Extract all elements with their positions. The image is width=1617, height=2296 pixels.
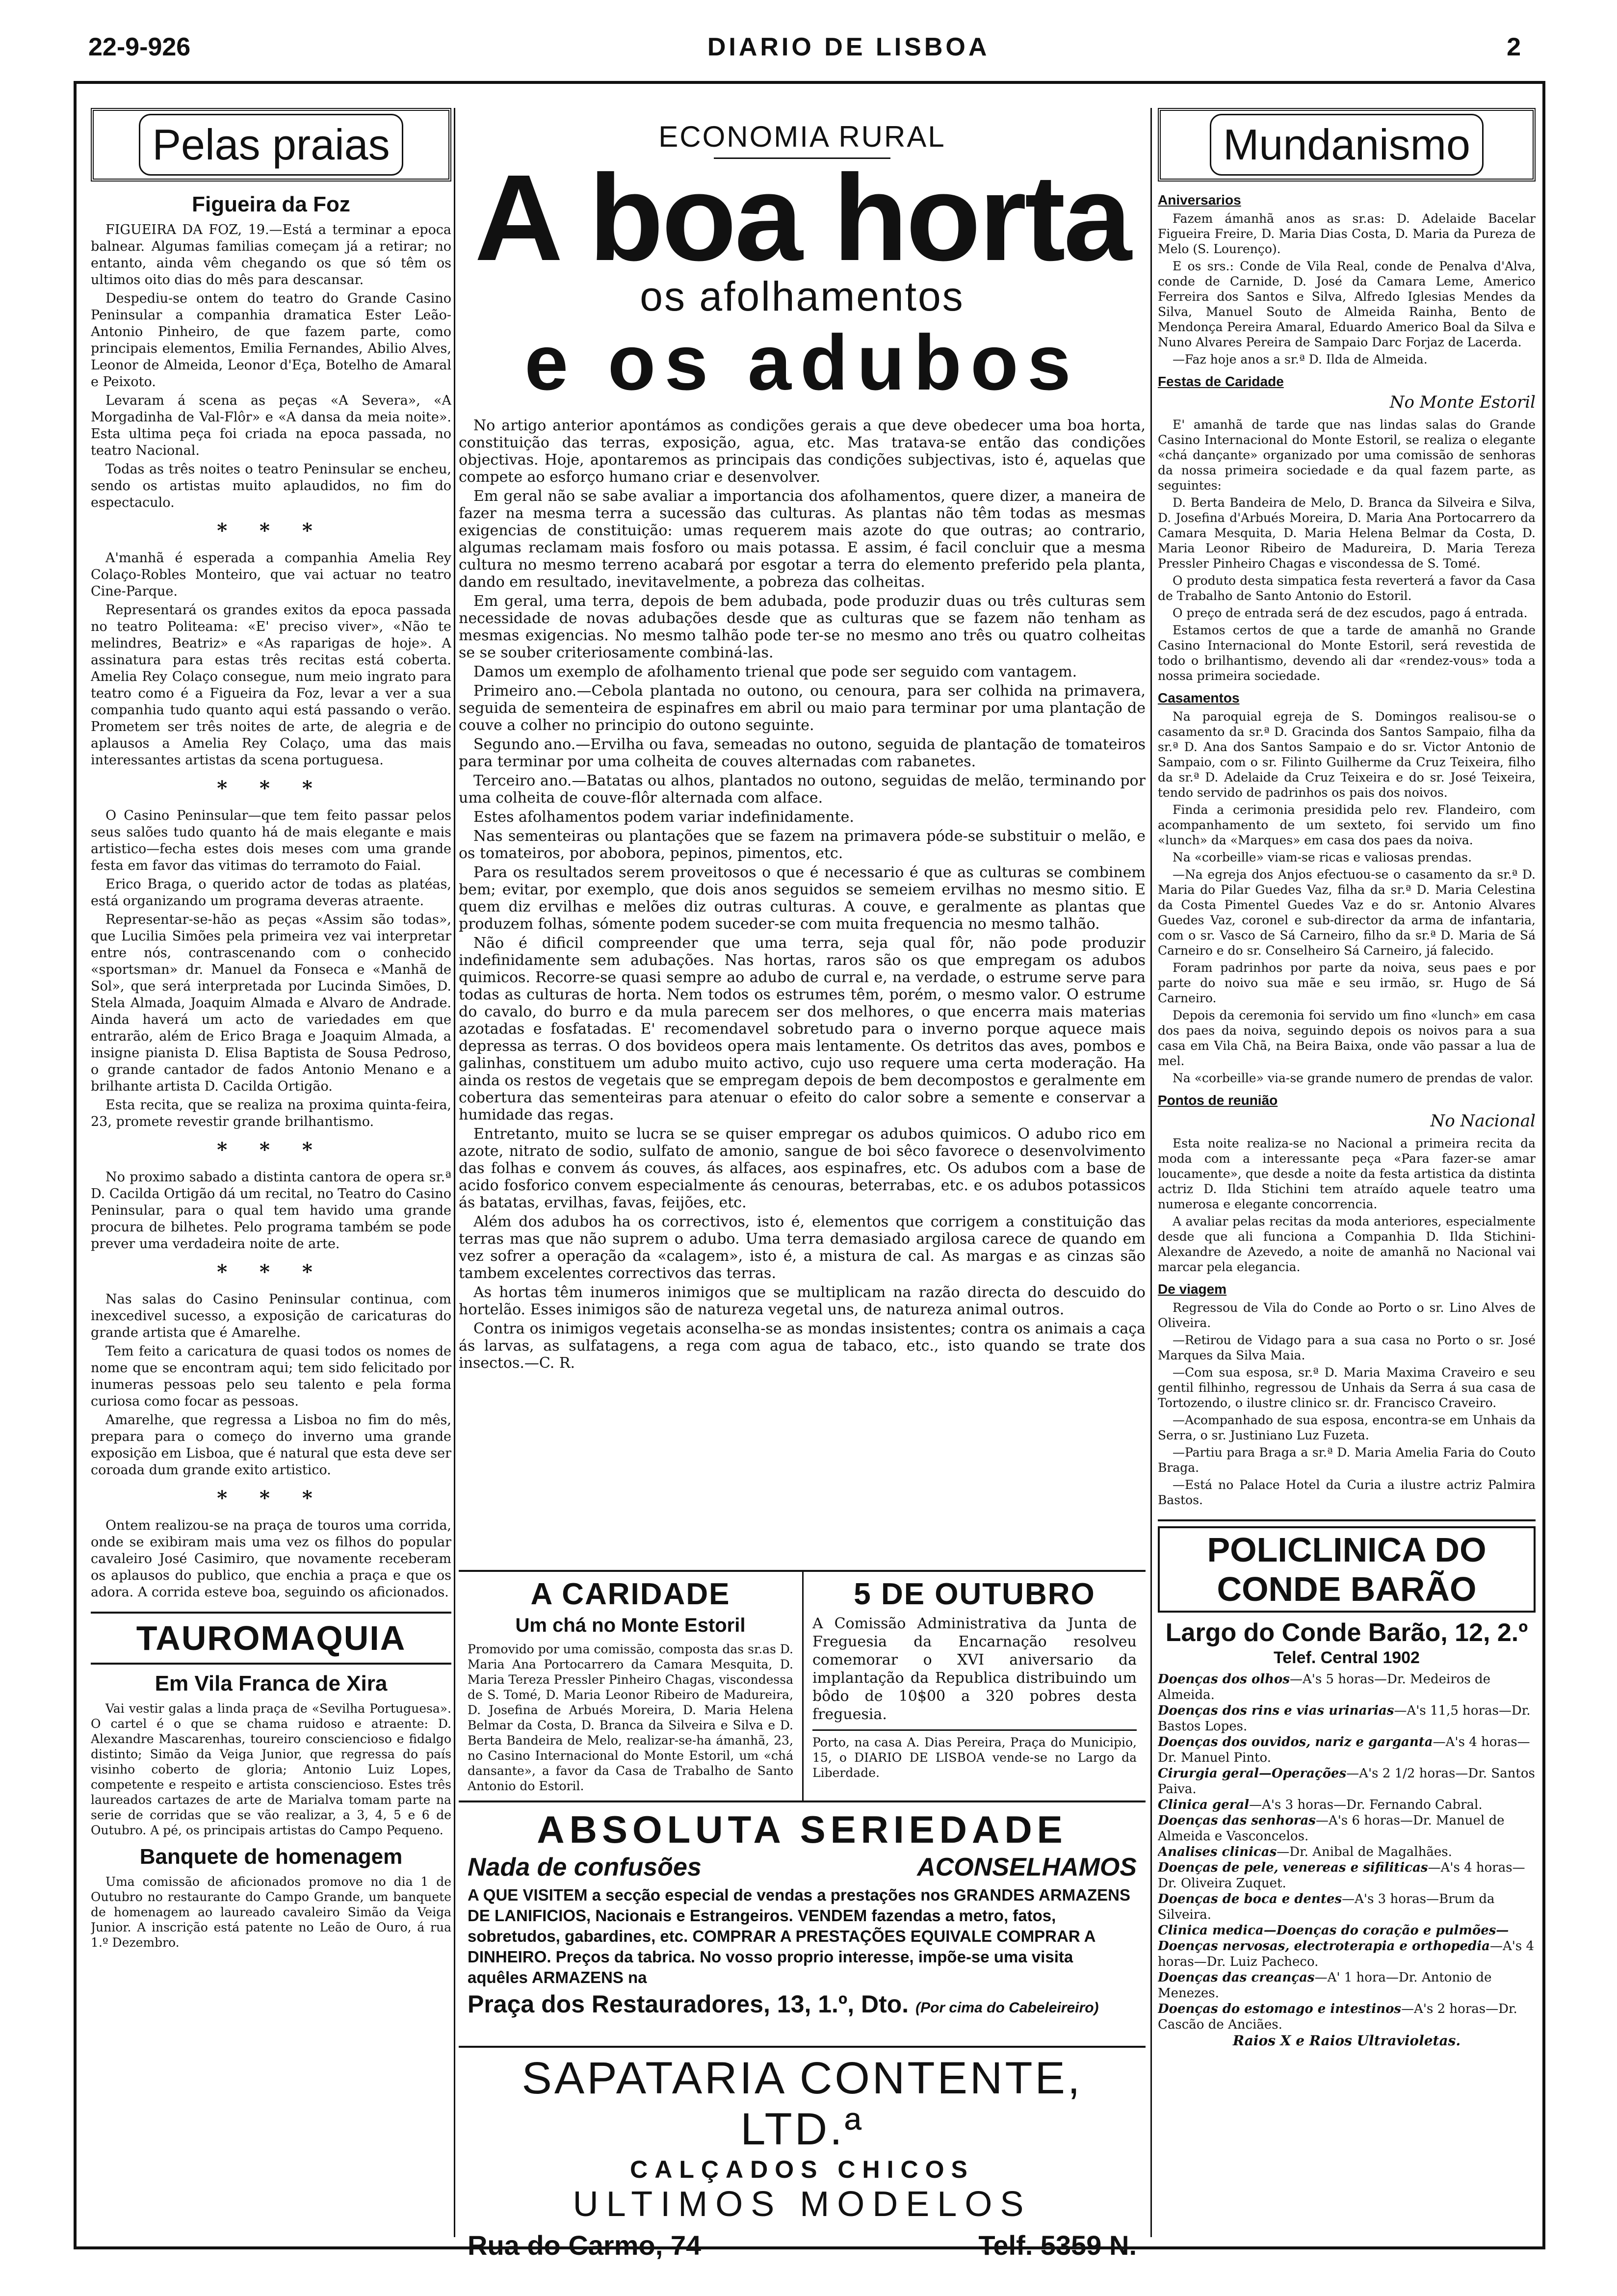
paragraph: Representar-se-hão as peças «Assim são todas», que Lucilia Simões pela primeira vez vai interpretar entre nós, contrascenando com o conhecido «sportsman» dr. Manuel da Fonseca e «Manhã de Sol», que será interpretada por Lucinda Simões, D. Stela Almada, Joaquim Almada e Alvaro de Andrade. Ainda haverá um acto de variedades em que entrarão, além de Erico Braga e Joaquim Almada, a insigne pianista D. Elisa Baptista de Sousa Pedroso, o grande cantador de fados Antonio Menano e a brilhante artista D. Cacilda Ortigão. xyxy=(91,912,451,1094)
paragraph: Amarelhe, que regressa a Lisboa no fim do mês, prepara para o começo do inverno uma grande exposição em Lisboa, que é natural que esta deve ser coroada dum grande exito artistico. xyxy=(91,1412,451,1478)
paragraph: Além dos adubos ha os correctivos, isto é, elementos que corrigem a constituição das terras mas que não suprem o adubo. Uma terra demasiado argilosa carece de quando em vez sofrer a operação da «calagem», isto é, a mistura de cal. As margas e as cinzas são tambem excelentes correctivos das terras. xyxy=(459,1213,1146,1282)
paragraph: Não é dificil compreender que uma terra, seja qual fôr, não pode produzir indefinidamente sem adubações. Nas hortas, raros são os que empregam os adubos quimicos. Recorre-se quasi sempre ao adubo de curral e, na verdade, o estrume serve para todas as culturas de horta. Nem todos os estrumes têm, porém, o mesmo valor. O estrume do cavalo, do burro e da mula parecem ser dos melhores, o que encerra mais materias azotadas e fosfatadas. E' recomendavel sobretudo para o inverno porque aquece mais depressa as terras. O dos bovideos opera mais lentamente. Os detritos das aves, pombos e galinhas, constituem um adubo muito activo, cujo uso requere uma certa moderação. Ha ainda os restos de vegetais que se empregam depois de bem decompostos e geralmente em cobertura das sementeiras para atenuar o efeito do calor sobre a semente e conservar a humidade das regas. xyxy=(459,935,1146,1123)
service-schedule: —A's 3 horas—Brum da Silveira. xyxy=(1158,1892,1495,1922)
service-name: Doenças das senhoras xyxy=(1158,1813,1316,1828)
paragraph: Tem feito a caricatura de quasi todos os nomes de nome que se encontram aqui; tem sido felicitado por inumeras pessoas pelo seu talento e pela forma curiosa como focar as pessoas. xyxy=(91,1344,451,1409)
service-name: Clinica medica—Doenças do coração e pulmões—Doenças nervosas, electroterapia e orthopedia xyxy=(1158,1923,1509,1954)
article-body xyxy=(459,417,1146,1372)
paragraph: Para os resultados serem proveitosos o que é necessario é que as culturas se combinem bem; evitar, por exemplo, que dois anos seguidos se semeiem ervilhas no mesmo sitio. E quem diz ervilhas e melões diz outras culturas. A couve, e geralmente as plantas que produzem folhas, sómente podem suceder-se com muita frequencia no mesmo talhão. xyxy=(459,864,1146,933)
service-schedule: —A's 3 horas—Dr. Fernando Cabral. xyxy=(1249,1798,1483,1812)
outubro-title: 5 DE OUTUBRO xyxy=(854,1577,1095,1611)
paragraph: Entretanto, muito se lucra se se quiser empregar os adubos quimicos. O adubo rico em azote, nitrato de sodio, sulfato de amonio, sangue de boi sêco favorece o desenvolvimento das folhas e convem ás couves, ás alfaces, aos espinafres, etc. Os adubos com a base de acido fosforico convem especialmente ás cenouras, beterrabas, etc. e os adubos potassicos ás batatas, ervilhas, favas, feijões, etc. xyxy=(459,1125,1146,1211)
subhead-banquete: Banquete de homenagem xyxy=(139,1845,403,1869)
service-schedule: —A's 4 horas—Dr. Oliveira Zuquet. xyxy=(1158,1860,1525,1891)
service-schedule: —A's 4 horas—Dr. Manuel Pinto. xyxy=(1158,1735,1530,1765)
column-mundanismo xyxy=(1158,108,1536,2237)
separator-stars: * * * xyxy=(217,1487,325,1510)
policlinica-service xyxy=(1158,1766,1536,1797)
service-name: Doenças de boca e dentes xyxy=(1158,1892,1342,1906)
paragraph: Finda a cerimonia presidida pelo rev. Flandeiro, com acompanhamento de um sexteto, foi servido um fino «lunch» da «Marques» em casa dos paes da noiva. xyxy=(1158,803,1536,847)
paragraph: Estamos certos de que a tarde de amanhã no Grande Casino Internacional do Monte Estoril, será revestida de todo o brilhantismo, devendo ali dar «rendez-vous» toda a nossa primeira sociedade. xyxy=(1158,623,1536,683)
paragraph: E' amanhã de tarde que nas lindas salas do Grande Casino Internacional do Monte Estoril, se realiza o elegante «chá dançante» organizado por uma comissão de senhoras da nossa primeira sociedade e da qual fazem parte, as seguintes: xyxy=(1158,417,1536,493)
paragraph: Representará os grandes exitos da epoca passada no teatro Politeama: «E' preciso viver», «Não te melindres, Beatriz» e «As raparigas de hoje». A assinatura para estas três recitas está coberta. Amelia Rey Colaço consegue, num meio ingrato para teatro como é a Figueira da Foz, levar a ver a sua companhia tudo quanto aqui está passando o verão. Prometem ser três noites de arte, de alegria e de aplausos a Amelia Rey Colaço, uma das mais interessantes artistas da scena portuguesa. xyxy=(91,602,451,768)
subhead-casamentos: Casamentos xyxy=(1158,690,1240,705)
service-schedule: —A's 2 1/2 horas—Dr. Santos Paiva. xyxy=(1158,1766,1535,1797)
cacilda-text xyxy=(91,1169,451,1252)
service-schedule: —A's 11,5 horas—Dr. Bastos Lopes. xyxy=(1158,1703,1531,1734)
policlinica-title: POLICLINICA DO CONDE BARÃO xyxy=(1158,1526,1536,1613)
policlinica-service xyxy=(1158,1970,1536,2001)
policlinica-services xyxy=(1158,1671,1536,2033)
sapataria-tagline-1: CALÇADOS CHICOS xyxy=(630,2156,974,2183)
sapataria-ad xyxy=(459,2048,1146,2261)
pontos-text xyxy=(1158,1136,1536,1275)
caricature-expo-text xyxy=(91,1291,451,1479)
paragraph: A avaliar pelas recitas da moda anteriores, especialmente desde que ali funciona a Companhia D. Ilda Stichini-Alexandre de Azevedo, a noite de amanhã no Nacional vai marcar pela elegancia. xyxy=(1158,1214,1536,1274)
casamentos-text xyxy=(1158,709,1536,1086)
paragraph: Em geral não se sabe avaliar a importancia dos afolhamentos, quere dizer, a maneira de fazer na mesma terra a sucessão das culturas. As plantas não têm todas as mesmas exigencias de constituição: umas requerem mais azote do que outras; ao contrario, algumas reclamam mais fosforo ou mais potassa. E assim, é facil concluir que a mesma cultura no mesmo terreno acabará por esgotar a terra do elemento preferido pela planta, dando em resultado, inevitavelmente, a pobreza das colheitas. xyxy=(459,488,1146,591)
separator-stars: * * * xyxy=(217,1260,325,1283)
tauromaquia-heading: TAUROMAQUIA xyxy=(91,1612,451,1665)
bullfight-text xyxy=(91,1517,451,1601)
paragraph: O preço de entrada será de dez escudos, pago á entrada. xyxy=(1173,606,1528,620)
paragraph: Regressou de Vila do Conde ao Porto o sr. Lino Alves de Oliveira. xyxy=(1158,1301,1536,1330)
section-header-pelas-praias: Pelas praias xyxy=(91,108,451,182)
paragraph: No proximo sabado a distinta cantora de opera sr.ª D. Cacilda Ortigão dá um recital, no Teatro do Casino Peninsular, para o qual tem havido uma grande procura de bilhetes. Pelo programa também se pode prever uma verdadeira noite de arte. xyxy=(91,1170,451,1252)
viagem-text xyxy=(1158,1300,1536,1508)
column-rule-right xyxy=(1150,108,1152,2237)
service-name: Doenças de pele, venereas e sifiliticas xyxy=(1158,1860,1428,1875)
paragraph: Esta noite realiza-se no Nacional a primeira recita da moda com a interessante peça «Para fazer-se amar loucamente», que desde a noite da festa artistica da distinta actriz D. Ilda Stichini tem atraído aquele teatro uma numerosa e elegante concorrencia. xyxy=(1158,1136,1536,1211)
paragraph: —Está no Palace Hotel da Curia a ilustre actriz Palmira Bastos. xyxy=(1158,1478,1536,1507)
subhead-pontos: Pontos de reunião xyxy=(1158,1093,1278,1108)
service-schedule: —A's 5 horas—Dr. Medeiros de Almeida. xyxy=(1158,1672,1491,1702)
service-name: Clinica geral xyxy=(1158,1798,1250,1812)
outubro-text: A Comissão Administrativa da Junta de Freguesia da Encarnação resolveu comemorar o XVI aniversario da implantação da Republica distribuindo um bôdo de 10$00 a 320 pobres desta freguesia. xyxy=(812,1615,1137,1723)
paragraph: Damos um exemplo de afolhamento trienal que pode ser seguido com vantagem. xyxy=(473,663,1077,680)
subhead-figueira: Figueira da Foz xyxy=(192,192,350,216)
paragraph: Estes afolhamentos podem variar indefinidamente. xyxy=(473,809,854,826)
service-name: Doenças dos ouvidos, nariz e garganta xyxy=(1158,1735,1433,1749)
service-name: Cirurgia geral—Operações xyxy=(1158,1766,1347,1781)
paragraph: Esta recita, que se realiza na proxima quinta-feira, 23, promete revestir grande brilhantismo. xyxy=(91,1097,451,1129)
subhead-viagem: De viagem xyxy=(1158,1281,1227,1297)
deck-line-2: e os adubos xyxy=(524,318,1080,406)
policlinica-service xyxy=(1158,1923,1536,1970)
separator-stars: * * * xyxy=(217,519,325,542)
paragraph: Erico Braga, o querido actor de todas as platéas, está organizando um programa deveras atraente. xyxy=(91,877,451,909)
paragraph: Contra os inimigos vegetais aconselha-se as mondas insistentes; contra os animais a caça ás larvas, as sulfatagens, a rega com agua de tabaco, etc., isto quando se trate dos insectos.—C. R. xyxy=(459,1320,1146,1372)
service-schedule: —A' 1 hora—Dr. Antonio de Menezes. xyxy=(1158,1970,1492,2001)
column-rule-left xyxy=(454,108,455,2237)
aniversarios-text xyxy=(1158,211,1536,367)
page-number: 2 xyxy=(1507,33,1521,61)
caridade-text: Promovido por uma comissão, composta das sr.as D. Maria Ana Portocarrero da Camara Mesquita, D. Maria Tereza Pressler Pinheiro Chagas, viscondessa de S. Tomé, D. Maria Leonor Ribeiro de Madureira, D. Josefina de Arbués Moreira, D. Maria Helena Belmar da Costa, D. Branca da Silveira e Silva e D. Berta Bandeira de Melo, realizar-se-ha ámanhã, 23, no Casino Internacional do Monte Estoril, um «chá dansante», a favor da Casa de Trabalho de Santo Antonio do Estoril. xyxy=(468,1642,793,1793)
paragraph: No artigo anterior apontámos as condições gerais a que deve obedecer uma boa horta, constituição das terras, exposição, agua, etc. Mas tratava-se então das condições objectivas. Hoje, apontaremos as principais das condições subjectivas, isto é, aquelas que compete ao esforço humano criar e desenvolver. xyxy=(459,417,1146,486)
paragraph: Nas sementeiras ou plantações que se fazem na primavera póde-se substituir o melão, e os tomateiros, por abobora, pepinos, pimentos, etc. xyxy=(459,828,1146,862)
section-header-mundanismo: Mundanismo xyxy=(1158,108,1536,182)
separator-stars: * * * xyxy=(217,777,325,800)
festas-text xyxy=(1158,417,1536,683)
paragraph: A'manhã é esperada a companhia Amelia Rey Colaço-Robles Monteiro, que vai actuar no teatro Cine-Parque. xyxy=(91,550,451,599)
paragraph: Fazem ámanhã anos as sr.as: D. Adelaide Bacelar Figueira Freire, D. Maria Dias Costa, D. Maria da Pureza de Melo (S. Lourenço). xyxy=(1158,211,1536,256)
sapataria-address: Rua do Carmo, 74 xyxy=(468,2230,702,2261)
policlinica-footer: Raios X e Raios Ultravioletas. xyxy=(1232,2033,1461,2049)
notice-row xyxy=(459,1572,1146,1802)
service-name: Doenças dos rins e vias urinarias xyxy=(1158,1703,1394,1718)
paragraph: Foram padrinhos por parte da noiva, seus paes e por parte do noivo sua mãe e seu irmão, sr. Hugo de Sá Carneiro. xyxy=(1158,961,1536,1005)
service-schedule: —A's 6 horas—Dr. Manuel de Almeida e Vasconcelos. xyxy=(1158,1813,1505,1844)
banquete-text xyxy=(91,1874,451,1950)
service-schedule: —Dr. Anibal de Magalhães. xyxy=(1277,1845,1452,1859)
policlinica-service xyxy=(1158,2001,1536,2033)
sapataria-footer xyxy=(468,2229,1137,2261)
advertisement-block xyxy=(459,1570,1146,2261)
service-name: Doenças das creanças xyxy=(1158,1970,1315,1985)
paragraph: —Com sua esposa, sr.ª D. Maria Maxima Craveiro e seu gentil filhinho, regressou de Unhais da Serra á sua casa de Tortozendo, o ilustre clinico sr. dr. Francisco Craveiro. xyxy=(1158,1365,1536,1410)
policlinica-service xyxy=(1158,1671,1536,1703)
policlinica-ad xyxy=(1158,1519,1536,2049)
paragraph: —Acompanhado de sua esposa, encontra-se em Unhais da Serra, o sr. Justiniano Luz Fuzeta. xyxy=(1158,1413,1536,1442)
service-name: Analises clinicas xyxy=(1158,1845,1277,1859)
outubro-notice xyxy=(802,1572,1146,1800)
policlinica-address: Largo do Conde Barão, 12, 2.º xyxy=(1165,1618,1528,1647)
paragraph: —Retirou de Vidago para a sua casa no Porto o sr. José Marques da Silva Maia. xyxy=(1158,1333,1536,1362)
column-economia-rural xyxy=(459,108,1146,1707)
paragraph: Vai vestir galas a linda praça de «Sevilha Portuguesa». O cartel é o que se chama ruidoso e atraente: D. Alexandre Mascarenhas, toureiro consciencioso e fidalgo distinto; Simão da Veiga Junior, que regressa do país visinho coberto de gloria; Antonio Luiz Lopes, competente e respeito e artista consciencioso. Estes três laureados cartazes de arte de Marialva tomam parte na serie de corridas que se vão realizar, a 3, 4, 5 e 6 de Outubro. A pé, os principais artistas do Campo Pequeno. xyxy=(91,1701,451,1837)
pontos-place: No Nacional xyxy=(1430,1111,1536,1131)
policlinica-service xyxy=(1158,1844,1536,1860)
vila-franca-text xyxy=(91,1701,451,1838)
deck-line-1: os afolhamentos xyxy=(640,273,965,319)
subhead-festas: Festas de Caridade xyxy=(1158,374,1284,389)
paragraph: D. Berta Bandeira de Melo, D. Branca da Silveira e Silva, D. Josefina d'Arbués Moreira, D. Maria Ana Portocarrero da Camara Mesquita, D. Maria Helena Belmar da Costa, D. Maria Leonor Ribeiro de Madureira, D. Maria Tereza Pressler Pinheiro Chagas e viscondessa de S. Tomé. xyxy=(1158,496,1536,571)
armazens-ad xyxy=(459,1802,1146,2048)
casino-text xyxy=(91,808,451,1130)
paragraph: Na «corbeille» viam-se ricas e valiosas prendas. xyxy=(1173,850,1472,864)
caridade-notice xyxy=(459,1572,802,1800)
paragraph: Segundo ano.—Ervilha ou fava, semeadas no outono, seguida de plantação de tomateiros para terminar por uma colheita de couves alternadas com rabanetes. xyxy=(459,736,1146,770)
paragraph: Depois da ceremonia foi servido um fino «lunch» em casa dos paes da noiva, seguindo depois os noivos para a sua casa em Vila Chã, na Beira Baixa, onde vão passar a lua de mel. xyxy=(1158,1008,1536,1068)
masthead xyxy=(88,29,1521,65)
column-pelas-praias xyxy=(91,108,451,2232)
sapataria-tagline-2: ULTIMOS MODELOS xyxy=(573,2185,1032,2224)
paragraph: Primeiro ano.—Cebola plantada no outono, ou cenoura, para ser colhida na primavera, seguida de sementeira de espinafres em abril ou maio para terminar por uma plantação de couve a colher no principio do outono seguinte. xyxy=(459,682,1146,734)
figueira-text xyxy=(91,222,451,511)
paragraph: Nas salas do Casino Peninsular continua, com inexcedivel sucesso, a exposição de caricaturas do grande artista que é Amarelhe. xyxy=(91,1292,451,1340)
outubro-footer: Porto, na casa A. Dias Pereira, Praça do Municipio, 15, o DIARIO DE LISBOA vende-se no Largo da Liberdade. xyxy=(812,1729,1137,1780)
armazens-ad-title: ABSOLUTA SERIEDADE xyxy=(537,1808,1068,1851)
rey-colaco-text xyxy=(91,550,451,769)
paragraph: Levaram á scena as peças «A Severa», «A Morgadinha de Val-Flôr» e «A dansa da meia noite». Esta ultima peça foi criada na epoca passada, no teatro Nacional. xyxy=(91,393,451,458)
paragraph: O Casino Peninsular—que tem feito passar pelos seus salões tudo quanto há de mais elegante e mais artistico—fecha estes dois meses com uma grande festa em favor das vitimas do terramoto do Faial. xyxy=(91,808,451,873)
tagline-left: Nada de confusões xyxy=(468,1853,702,1881)
paragraph: Uma comissão de aficionados promove no dia 1 de Outubro no restaurante do Campo Grande, um banquete de homenagem ao laureado cavaleiro Simão da Veiga Junior. A inscrição está patente no Leão de Ouro, á rua 1.º Dezembro. xyxy=(91,1875,451,1950)
newspaper-name: DIARIO DE LISBOA xyxy=(707,33,990,61)
armazens-ad-body: A QUE VISITEM a secção especial de vendas a prestações nos GRANDES ARMAZENS DE LANIFICIOS, Nacionais e Estrangeiros. VENDEM fazendas a metro, fatos, sobretudos, gabardines, etc. COMPRAR A PRESTAÇÕES EQUIVALE COMPRAR A DINHEIRO. Preços da tabrica. No vosso proprio interesse, impõe-se uma visita aquêles ARMAZENS na xyxy=(468,1886,1131,1986)
subhead-aniversarios: Aniversarios xyxy=(1158,192,1241,208)
service-schedule: —A's 2 horas—Dr. Cascão de Anciães. xyxy=(1158,2002,1517,2032)
headline: A boa horta xyxy=(474,149,1130,286)
paragraph: Todas as três noites o teatro Peninsular se encheu, sendo os artistas muito aplaudidos, no fim do espectaculo. xyxy=(91,462,451,510)
service-name: Doenças do estomago e intestinos xyxy=(1158,2002,1402,2016)
paragraph: Em geral, uma terra, depois de bem adubada, pode produzir duas ou três culturas sem necessidade de novas adubações desde que as culturas que se fazem não tenham as mesmas exigencias. No mesmo talhão pode ter-se no mesmo ano três ou quatro colheitas se se souber criteriosamente combiná-las. xyxy=(459,593,1146,661)
paragraph: —Faz hoje anos a sr.ª D. Ilda de Almeida. xyxy=(1173,352,1428,366)
paragraph: —Partiu para Braga a sr.ª D. Maria Amelia Faria do Couto Braga. xyxy=(1158,1445,1536,1475)
policlinica-service xyxy=(1158,1734,1536,1766)
sapataria-title: SAPATARIA CONTENTE, LTD.ª xyxy=(522,2053,1083,2154)
paragraph: Terceiro ano.—Batatas ou alhos, plantados no outono, seguidas de melão, terminando por uma colheita de couve-flôr alternada com alface. xyxy=(459,772,1146,807)
issue-date: 22-9-926 xyxy=(88,33,191,61)
paragraph: FIGUEIRA DA FOZ, 19.—Está a terminar a epoca balnear. Algumas familias começam já a retirar; no entanto, ainda vêm chegando os que só têm os ultimos oito dias do mês para descansar. xyxy=(91,222,451,287)
policlinica-service xyxy=(1158,1703,1536,1734)
caridade-title: A CARIDADE xyxy=(530,1577,730,1611)
armazens-ad-note: (Por cima do Cabeleireiro) xyxy=(915,2000,1099,2016)
paragraph: Na paroquial egreja de S. Domingos realisou-se o casamento da sr.ª D. Gracinda dos Santos Sampaio, filha da sr.ª D. Ana dos Santos Sampaio e do sr. Victor Antonio de Sampaio, com o sr. Filinto Guilherme da Cruz Teixeira, filho da sr.ª D. Adelaide da Cruz Teixeira e do sr. José Teixeira, tendo servido de padrinhos os pais dos noivos. xyxy=(1158,709,1536,800)
paragraph: Despediu-se ontem do teatro do Grande Casino Peninsular a companhia dramatica Ester Leão-Antonio Pinheiro, de que fazem parte, como principais elementos, Emilia Fernandes, Abilio Alves, Leonor de Almeida, Leonor d'Eça, Botelho de Amaral e Peixoto. xyxy=(91,291,451,390)
policlinica-phone: Telef. Central 1902 xyxy=(1274,1648,1420,1667)
festas-place: No Monte Estoril xyxy=(1389,392,1536,412)
paragraph: Na «corbeille» via-se grande numero de prendas de valor. xyxy=(1173,1071,1534,1085)
paragraph: Ontem realizou-se na praça de touros uma corrida, onde se exibiram mais uma vez os filhos do popular cavaleiro José Casimiro, que novamente receberam os aplausos do publico, que enchia a praça e que os adora. A corrida esteve boa, seguindo os aficionados. xyxy=(91,1518,451,1600)
paragraph: As hortas têm inumeros inimigos que se multiplicam na razão directa do descuido do hortelão. Esses inimigos são de natureza vegetal uns, de natureza animal outros. xyxy=(459,1284,1146,1318)
armazens-ad-tagline xyxy=(468,1852,1137,1882)
tagline-right: ACONSELHAMOS xyxy=(917,1853,1137,1881)
separator-stars: * * * xyxy=(217,1138,325,1161)
armazens-ad-address: Praça dos Restauradores, 13, 1.º, Dto. (Por cima do Cabeleireiro) xyxy=(468,1990,1099,2018)
subhead-vila-franca: Em Vila Franca de Xira xyxy=(155,1671,388,1696)
service-schedule: —A's 4 horas—Dr. Luiz Pacheco. xyxy=(1158,1939,1535,1969)
policlinica-service xyxy=(1158,1797,1536,1813)
policlinica-service xyxy=(1158,1860,1536,1891)
paragraph: —Na egreja dos Anjos efectuou-se o casamento da sr.ª D. Maria do Pilar Guedes Vaz, filha da sr.ª D. Maria Celestina da Costa Pimentel Guedes Vaz e do sr. Antonio Alvares Guedes Vaz, coronel e sub-director da arma de infantaria, com o sr. Vasco de Sá Carneiro, filho da sr.ª D. Maria de Sá Carneiro e do sr. Conselheiro Sá Carneiro, já falecido. xyxy=(1158,867,1536,958)
policlinica-service xyxy=(1158,1891,1536,1923)
policlinica-service xyxy=(1158,1813,1536,1844)
service-name: Doenças dos olhos xyxy=(1158,1672,1290,1687)
sapataria-phone: Telf. 5359 N. xyxy=(978,2230,1137,2261)
section-rubric: ECONOMIA RURAL xyxy=(658,120,946,153)
paragraph: E os srs.: Conde de Vila Real, conde de Penalva d'Alva, conde de Carnide, D. José da Camara Leme, Americo Ferreira dos Santos e Silva, Alfredo Iglesias Mendes da Silva, Manuel Souto de Almeida Rainha, Bento de Mendonça Pereira Amaral, Eduardo Americo Boal da Silva e Nuno Alvares Pereira de Sampaio Darc Forjaz de Lacerda. xyxy=(1158,259,1536,349)
caridade-subtitle: Um chá no Monte Estoril xyxy=(515,1615,746,1636)
paragraph: O produto desta simpatica festa reverterá a favor da Casa de Trabalho de Santo Antonio do Estoril. xyxy=(1158,574,1536,603)
